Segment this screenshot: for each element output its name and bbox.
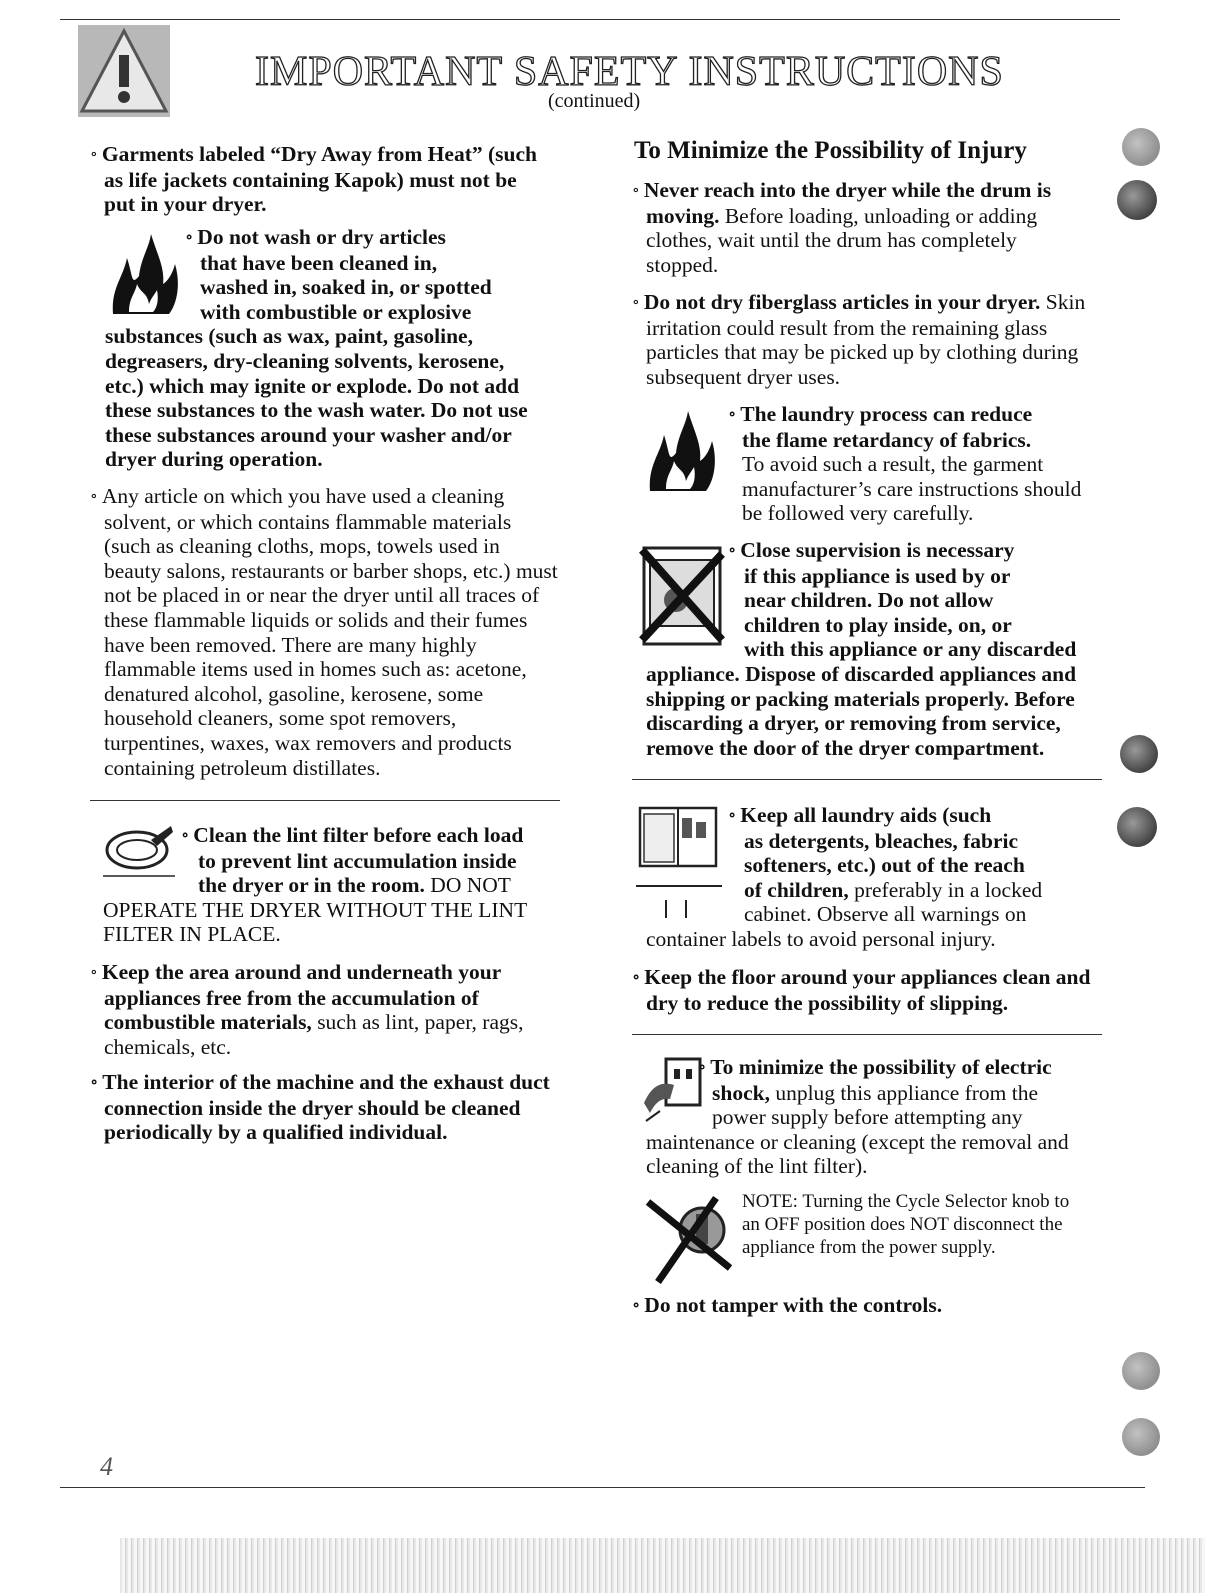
warning-triangle-icon xyxy=(78,25,170,117)
left-item-do-not-wash: ∘ Do not wash or dry articles that have been cleaned in, washed in, soaked in, or spotted with combustible or explosive substances (such as wax, paint, gasoline, degreasers, dry-cleaning solvents, kerosene, etc.) which may ignite or explode. Do not add these substances to the wash water. Do not use these substances around your washer and/or dryer during operation. xyxy=(105,225,528,472)
right-item-close-supervision: ∘ Close supervision is necessary if this appliance is used by or near children. Do not allow children to play inside, on, or with this appliance or any discarded appliance. Dispose of discarded appliances and shipping or packing materials properly. Before discarding a dryer, or removing from service, remove the door of the dryer compartment. xyxy=(646,538,1077,760)
binder-hole xyxy=(1120,735,1158,773)
binder-hole xyxy=(1122,1352,1160,1390)
right-item-laundry-aids: ∘ Keep all laundry aids (such as detergents, bleaches, fabric softeners, etc.) out of the reach of children, preferably in a locked cabinet. Observe all warnings on container labels to avoid personal injury. xyxy=(646,803,1043,951)
knob-crossed-icon xyxy=(640,1190,740,1291)
fire-icon xyxy=(640,405,720,498)
right-item-floor: ∘ Keep the floor around your appliances clean and dry to reduce the possibility of slipping. xyxy=(632,965,1091,1015)
left-item-garments: ∘ Garments labeled “Dry Away from Heat” (such as life jackets containing Kapok) must not be put in your dryer. xyxy=(90,142,537,217)
right-item-flame-retardancy: ∘ The laundry process can reduce the flame retardancy of fabrics. To avoid such a result, the garment manufacturer’s care instructions should be followed very carefully. xyxy=(728,402,1082,526)
bottom-rule xyxy=(60,1487,1145,1488)
left-item-lint-filter: ∘ Clean the lint filter before each load to prevent lint accumulation inside the dryer or in the room. DO NOT OPERATE THE DRYER WITHOUT THE LINT FILTER IN PLACE. xyxy=(103,823,527,947)
section-heading: To Minimize the Possibility of Injury xyxy=(634,137,1027,164)
note-label: NOTE: xyxy=(742,1191,798,1212)
left-divider xyxy=(90,800,560,801)
page-subtitle: (continued) xyxy=(548,90,641,112)
binder-hole xyxy=(1117,180,1157,220)
binder-hole xyxy=(1122,1418,1160,1456)
page-title: IMPORTANT SAFETY INSTRUCTIONS xyxy=(255,49,1004,95)
left-item-keep-area: ∘ Keep the area around and underneath your appliances free from the accumulation of combustible materials, such as lint, paper, rags, chemicals, etc. xyxy=(90,960,524,1059)
binder-hole xyxy=(1117,807,1157,847)
page-number: 4 xyxy=(100,1452,113,1481)
right-item-controls: ∘ Do not tamper with the controls. xyxy=(632,1293,943,1317)
scan-edge xyxy=(120,1538,1205,1593)
left-item-interior: ∘ The interior of the machine and the exhaust duct connection inside the dryer should be cleaned periodically by a qualified individual. xyxy=(90,1070,550,1145)
note: NOTE: Turning the Cycle Selector knob to an OFF position does NOT disconnect the appliance from the power supply. xyxy=(742,1191,1070,1258)
binder-hole xyxy=(1122,128,1160,166)
right-item-never-reach: ∘ Never reach into the dryer while the drum is moving. Before loading, unloading or adding clothes, wait until the drum has completely stopped. xyxy=(632,178,1052,277)
right-item-electric-shock: ∘ To minimize the possibility of electric shock, unplug this appliance from the power supply before attempting any maintenance or cleaning (except the removal and cleaning of the lint filter). xyxy=(646,1055,1069,1179)
right-item-fiberglass: ∘ Do not dry fiberglass articles in your dryer. Skin irritation could result from the remaining glass particles that may be picked up by clothing during subsequent dryer uses. xyxy=(632,290,1086,389)
right-divider-2 xyxy=(632,1034,1102,1035)
right-divider-1 xyxy=(632,779,1102,780)
left-item-cleaning-solvent: ∘ Any article on which you have used a cleaning solvent, or which contains flammable materials (such as cleaning cloths, mops, towels used in beauty salons, restaurants or barber shops, etc.) must not be placed in or near the dryer until all traces of these flammable liquids or solids and their fumes have been removed. There are many highly flammable items used in homes such as: acetone, denatured alcohol, gasoline, kerosene, some household cleaners, some spot removers, turpentines, waxes, wax removers and products containing petroleum distillates. xyxy=(90,484,558,780)
top-rule xyxy=(60,19,1120,20)
